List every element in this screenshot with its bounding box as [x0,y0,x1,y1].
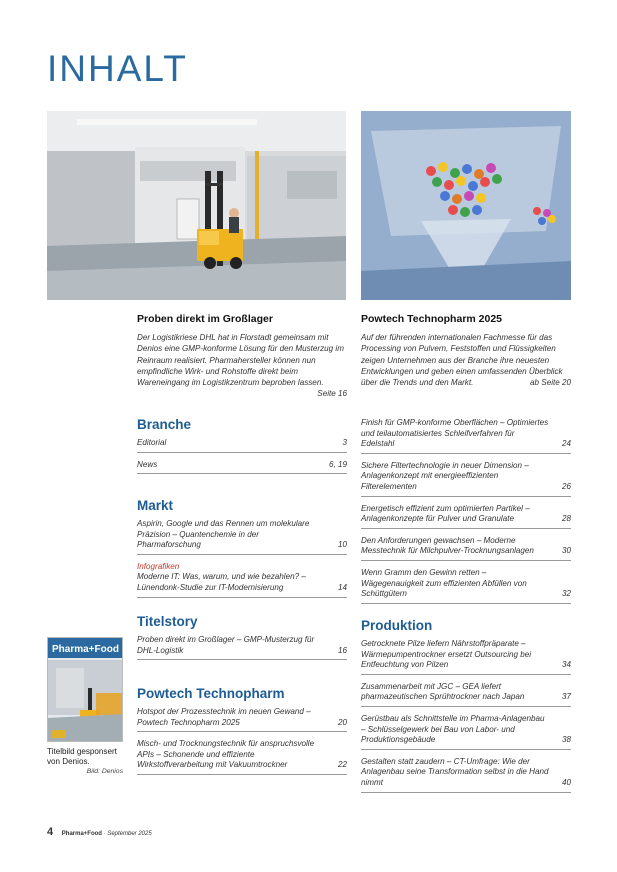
toc-item-page: 28 [561,514,571,524]
toc-item-text: Sichere Filtertechnologie in neuer Dimension – Anlagenkonzept mit energieeffizienten Filterelementen [361,460,529,491]
feature-page: Seite 16 [317,389,347,399]
toc-item-page: 37 [561,692,571,702]
section-heading-markt: Markt [137,498,174,513]
section-heading-powtech: Powtech Technopharm [137,686,285,701]
toc-item-page: 30 [561,546,571,556]
issue-date: · September 2025 [103,831,152,837]
feature-text-powtech [361,332,571,388]
toc-item-text: Moderne IT: Was, warum, und wie bezahlen? – Lünendonk-Studie zur IT-Modernisierung [137,572,306,592]
toc-item-text: Energetisch effizient zum optimierten Partikel – Anlagenkonzepte für Pulver und Granulate [361,503,530,524]
feature-body: Der Logistikriese DHL hat in Florstadt gemeinsam mit Denios eine GMP-konforme Lösung für den Musterzug im Reinraum realisiert. Pharmahersteller können nun empfindliche Wirk- und Rohstoffe direkt beim Wareneingang im Logistikzentrum beproben lassen. [137,333,344,388]
toc-item[interactable] [361,536,571,561]
toc-list-markt [137,519,347,605]
toc-item-text: Editorial [137,438,167,447]
toc-item[interactable] [361,682,571,707]
toc-item-text: Misch- und Trocknungstechnik für anspruchsvolle APIs – Schonende und effiziente Wirkstoffverarbeitung mit Vakuumtrockner [137,739,315,770]
toc-item[interactable] [361,418,571,454]
toc-list-produktion [361,639,571,800]
section-heading-produktion: Produktion [361,618,433,633]
cover-masthead: Pharma+Food [52,644,119,655]
page-number: 4 [47,826,54,838]
toc-item-text: Gestalten statt zaudern – CT-Umfrage: Wie der Anlagenbau seine Transformation selbst in die Hand nimmt [361,756,549,787]
warehouse-forklift-photo [47,111,346,300]
toc-item-text: Wenn Gramm den Gewinn retten – Wägegenauigkeit zum effizienten Abfüllen von Schüttgütern [361,567,527,599]
toc-item-text: Proben direkt im Großlager – GMP-Musterzug für DHL-Logistik [137,635,315,655]
toc-item-text: Hotspot der Prozesstechnik im neuen Gewand – Powtech Technopharm 2025 [137,707,311,727]
toc-item[interactable] [137,635,347,660]
cover-caption: Titelbild gesponsert von Denios. [47,747,117,767]
toc-item-page: 22 [337,760,347,770]
toc-item-text: Finish für GMP-konforme Oberflächen – Optimiertes und teilautomatisiertes Schleifverfahren für Edelstahl [361,418,549,449]
feature-heading-grosslager: Proben direkt im Großlager [137,313,273,325]
toc-item-kicker: Infografiken [137,561,180,571]
toc-item[interactable] [361,639,571,675]
toc-item-text: Den Anforderungen gewachsen – Moderne Messtechnik für Milchpulver-Trocknungsanlagen [361,535,534,556]
toc-item-page: 20 [337,717,347,727]
toc-item[interactable] [137,562,347,598]
powder-funnel-photo [361,111,571,300]
toc-item[interactable] [137,438,347,453]
feature-page: ab Seite 20 [530,378,571,388]
toc-item[interactable] [361,714,571,750]
toc-item[interactable] [137,519,347,555]
magazine-name: Pharma+Food [61,831,102,837]
toc-item-text: Getrocknete Pilze liefern Nährstoffpräparate – Wärmepumpentrockner ersetzt Outsourcing bei Entfeuchtung von Pilzen [361,639,532,670]
feature-text-grosslager [137,332,347,400]
toc-item[interactable] [361,757,571,793]
feature-body: Auf der führenden internationalen Fachmesse für das Processing von Pulvern, Feststoffen und Flüssigkeiten zeigen Unternehmen aus der Branche ihre neuesten Entwicklungen und geben einen umfassenden Überblick über die Trends und den Markt. [361,333,563,388]
toc-item-page: 24 [561,439,571,449]
toc-item[interactable] [137,707,347,732]
toc-item-text: Gerüstbau als Schnittstelle im Pharma-Anlagenbau – Schlüsselgewerk bei Bau von Labor- und Produktionsgebäude [361,713,545,745]
toc-item-page: 16 [337,645,347,655]
toc-list-powtech-continued [361,418,571,611]
toc-list-branche [137,438,347,481]
toc-item-page: 34 [561,660,571,670]
toc-item-page: 40 [561,777,571,787]
toc-item-page: 3 [342,438,347,447]
feature-heading-powtech: Powtech Technopharm 2025 [361,313,503,325]
section-heading-titelstory: Titelstory [137,614,198,629]
page-footer [47,826,152,838]
toc-item[interactable] [361,504,571,529]
toc-item-page: 6, 19 [328,459,347,469]
toc-item[interactable] [137,739,347,775]
toc-item-page: 10 [337,540,347,550]
toc-item[interactable] [137,460,347,475]
toc-item-text: News [137,459,158,469]
toc-item-page: 26 [561,481,571,491]
cover-credit: Bild: Denios [86,768,123,775]
toc-item-page: 38 [561,735,571,745]
toc-item-page: 32 [561,589,571,599]
section-heading-branche: Branche [137,417,192,432]
toc-list-titelstory [137,635,347,667]
toc-item-page: 14 [337,582,347,592]
toc-item[interactable] [361,461,571,497]
toc-item-text: Aspirin, Google und das Rennen um molekulare Präzision – Quantenchemie in der Pharmaforschung [137,519,310,550]
toc-list-powtech [137,707,347,782]
toc-item[interactable] [361,568,571,604]
toc-item-text: Zusammenarbeit mit JGC – GEA liefert pharmazeutischen Sprühtrockner nach Japan [361,681,525,702]
cover-thumbnail [47,637,123,742]
page-title: INHALT [47,48,188,89]
